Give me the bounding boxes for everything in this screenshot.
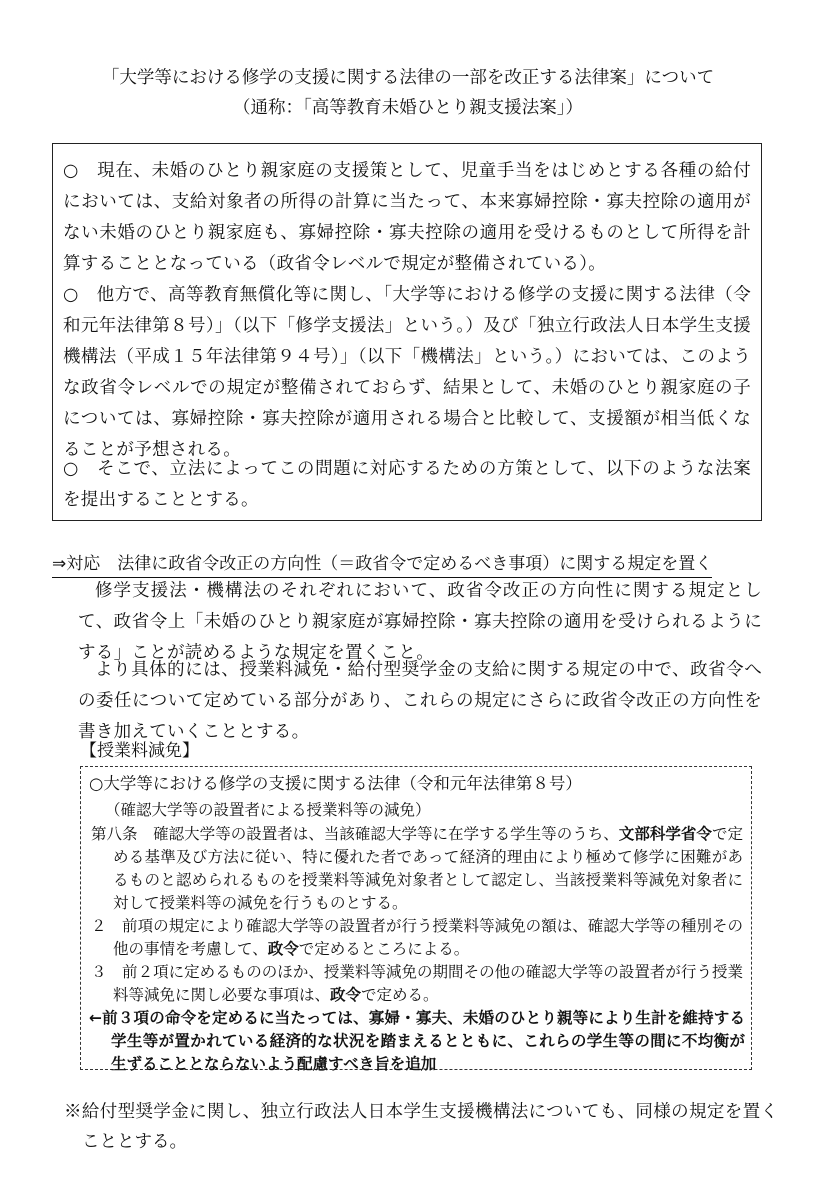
tuition-reduction-label: 【授業料減免】: [80, 741, 199, 761]
response-paragraph-2: より具体的には、授業料減免・給付型奨学金の支給に関する規定の中で、政省令への委任について定めている部分があり、これらの規定にさらに政省令改正の方向性を書き加えていくこととする。: [78, 660, 762, 742]
scholarship-footnote: ※給付型奨学金に関し、独立行政法人日本学生支援機構法についても、同様の規定を置くこととする。: [64, 1102, 778, 1152]
paragraph-2-cabinet-order: 政令: [267, 940, 299, 958]
paragraph-3-rest: で定める。: [361, 986, 439, 1004]
article-8: [91, 823, 743, 915]
document-title: 「大学等における修学の支援に関する法律の一部を改正する法律案」について: [101, 68, 715, 88]
article-8-paragraph-3: [91, 961, 743, 1007]
article-caption: （確認大学等の設置者による授業料等の減免）: [105, 801, 431, 819]
summary-box: [52, 143, 762, 521]
paragraph-3-cabinet-order: 政令: [330, 986, 362, 1004]
summary-item-problem: ○ 他方で、高等教育無償化等に関し、「大学等における修学の支援に関する法律（令和元年法律第８号）」（以下「修学支援法」という。）及び「独立行政法人日本学生支援機構法（平成１５年法律第９４号）」（以下「機構法」という。）においては、このような政省令レベルでの規定が整備されておらず、結果として、未婚のひとり親家庭の子については、寡婦控除・寡夫控除が適用される場合と比較して、支援額が相当低くなることが予想される。: [63, 285, 751, 460]
summary-item-proposal: ○ そこで、立法によってこの問題に対応するための方策として、以下のような法案を提出することとする。: [63, 459, 751, 510]
article-8-ordinance: 文部科学省令: [618, 825, 712, 843]
proposed-addition: ←前３項の命令を定めるに当たっては、寡婦・寡夫、未婚のひとり親等により生計を維持する学生等が置かれている経済的な状況を踏まえるとともに、これらの学生等の間に不均衡が生ずることとならないよう配慮すべき旨を追加: [89, 1009, 745, 1073]
paragraph-2-rest: で定めるところによる。: [298, 940, 470, 958]
article-8-label: 第八条: [91, 825, 138, 843]
document-subtitle: （通称：「高等教育未婚ひとり親支援法案」）: [233, 98, 583, 118]
response-paragraph-1: 修学支援法・機構法のそれぞれにおいて、政省令改正の方向性に関する規定として、政省令上「未婚のひとり親家庭が寡婦控除・寡夫控除の適用を受けられるようにする」ことが読めるような規定を置くこと。: [78, 581, 762, 663]
article-8-paragraph-2: [91, 915, 743, 961]
paragraph-3-lead: ３ 前２項に定めるもののほか、授業料等減免の期間その他の確認大学等の設置者が行う授業料等減免に関し必要な事項は、: [91, 963, 743, 1004]
law-excerpt-box: [80, 766, 752, 1073]
law-title: ○大学等における修学の支援に関する法律（令和元年法律第８号）: [89, 774, 582, 793]
article-8-rest: で定める基準及び方法に従い、特に優れた者であって経済的理由により極めて修学に困難があるものと認められるものを授業料等減免対象者として認定し、当該授業料等減免対象者に対して授業料等の減免を行うものとする。: [113, 825, 743, 912]
summary-item-current: ○ 現在、未婚のひとり親家庭の支援策として、児童手当をはじめとする各種の給付においては、支給対象者の所得の計算に当たって、本来寡婦控除・寡夫控除の適用がない未婚のひとり親家庭も、寡婦控除・寡夫控除の適用を受けるものとして所得を計算することとなっている（政省令レベルで規定が整備されている）。: [63, 161, 751, 274]
article-8-lead: 確認大学等の設置者は、当該確認大学等に在学する学生等のうち、: [137, 825, 619, 843]
paragraph-2-lead: ２ 前項の規定により確認大学等の設置者が行う授業料等減免の額は、確認大学等の種別その他の事情を考慮して、: [91, 917, 743, 958]
response-heading: ⇒対応 法律に政省令改正の方向性（＝政省令で定めるべき事項）に関する規定を置く: [52, 552, 712, 578]
